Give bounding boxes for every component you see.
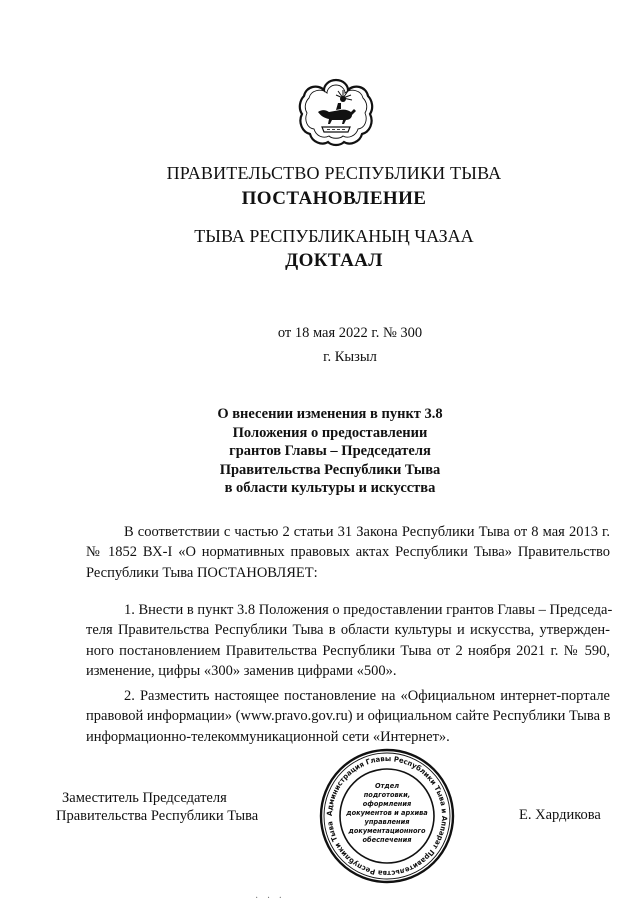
- document-title: [180, 405, 480, 498]
- stamp-ring-text: Администрация Главы Республики Тыва и Аппарат Правительства Республики Тыва: [324, 753, 450, 879]
- text-line: Республики Тыва ПОСТАНОВЛЯЕТ:: [86, 564, 318, 581]
- city: г. Кызыл: [323, 349, 377, 365]
- text-line: В соответствии с частью 2 статьи 31 Закона Республики Тыва от 8 мая 2013 г.: [124, 524, 610, 540]
- stamp-center-line: оформления: [362, 800, 412, 808]
- stamp-center-line: подготовки,: [363, 791, 411, 799]
- stamp-center-line: Отдел: [374, 782, 400, 790]
- text-line: правовой информации» (www.pravo.gov.ru) и официальном сайте Республики Тыва в: [86, 708, 611, 725]
- text-line: 2. Разместить настоящее постановление на «Официальном интернет-портале: [124, 688, 610, 704]
- text-line: информационно-телекоммуникационной сети «Интернет».: [86, 728, 450, 745]
- signatory-name: Е. Хардикова: [519, 807, 601, 823]
- item-2-paragraph: [86, 686, 610, 747]
- tuva-coat-of-arms-icon: [296, 76, 376, 148]
- text-line: 1. Внести в пункт 3.8 Положения о предоставлении грантов Главы – Председа-: [124, 602, 613, 618]
- preamble-paragraph: [86, 522, 610, 583]
- title-line: в области культуры и искусства: [224, 480, 436, 496]
- scan-artifact: · · ·: [255, 893, 285, 904]
- org-name-tyv: ТЫВА РЕСПУБЛИКАНЫҢ ЧАЗАА: [194, 226, 474, 246]
- text-line: № 1852 ВХ-I «О нормативных правовых актах Республики Тыва» Правительство: [86, 544, 610, 561]
- date-number: от 18 мая 2022 г. № 300: [277, 325, 423, 341]
- stamp-center-line: управления: [364, 818, 410, 826]
- title-line: Положения о предоставлении: [232, 424, 428, 441]
- position-line: Правительства Республики Тыва: [56, 808, 259, 824]
- signatory-position: [56, 789, 259, 825]
- stamp-center-line: документационного: [348, 827, 426, 835]
- title-line: грантов Главы – Председателя: [229, 443, 431, 459]
- stamp-center-line: документов и архива: [346, 809, 428, 817]
- org-name-ru: ПРАВИТЕЛЬСТВО РЕСПУБЛИКИ ТЫВА: [166, 163, 502, 183]
- text-line: теля Правительства Республики Тыва в области культуры и искусства, утвержден-: [86, 622, 610, 639]
- text-line: изменение, цифры «300» заменив цифрами «500».: [86, 662, 397, 679]
- doc-type-ru: ПОСТАНОВЛЕНИЕ: [241, 188, 427, 209]
- title-line: О внесении изменения в пункт 3.8: [217, 406, 443, 422]
- item-1-paragraph: [86, 600, 613, 681]
- official-stamp: [318, 747, 456, 885]
- position-line: Заместитель Председателя: [62, 790, 227, 806]
- stamp-center-line: обеспечения: [362, 836, 412, 844]
- doc-type-tyv: ДОКТААЛ: [285, 250, 383, 271]
- text-line: ного постановлением Правительства Республики Тыва от 2 ноября 2021 г. № 590,: [86, 642, 610, 659]
- title-line: Правительства Республики Тыва: [219, 461, 441, 478]
